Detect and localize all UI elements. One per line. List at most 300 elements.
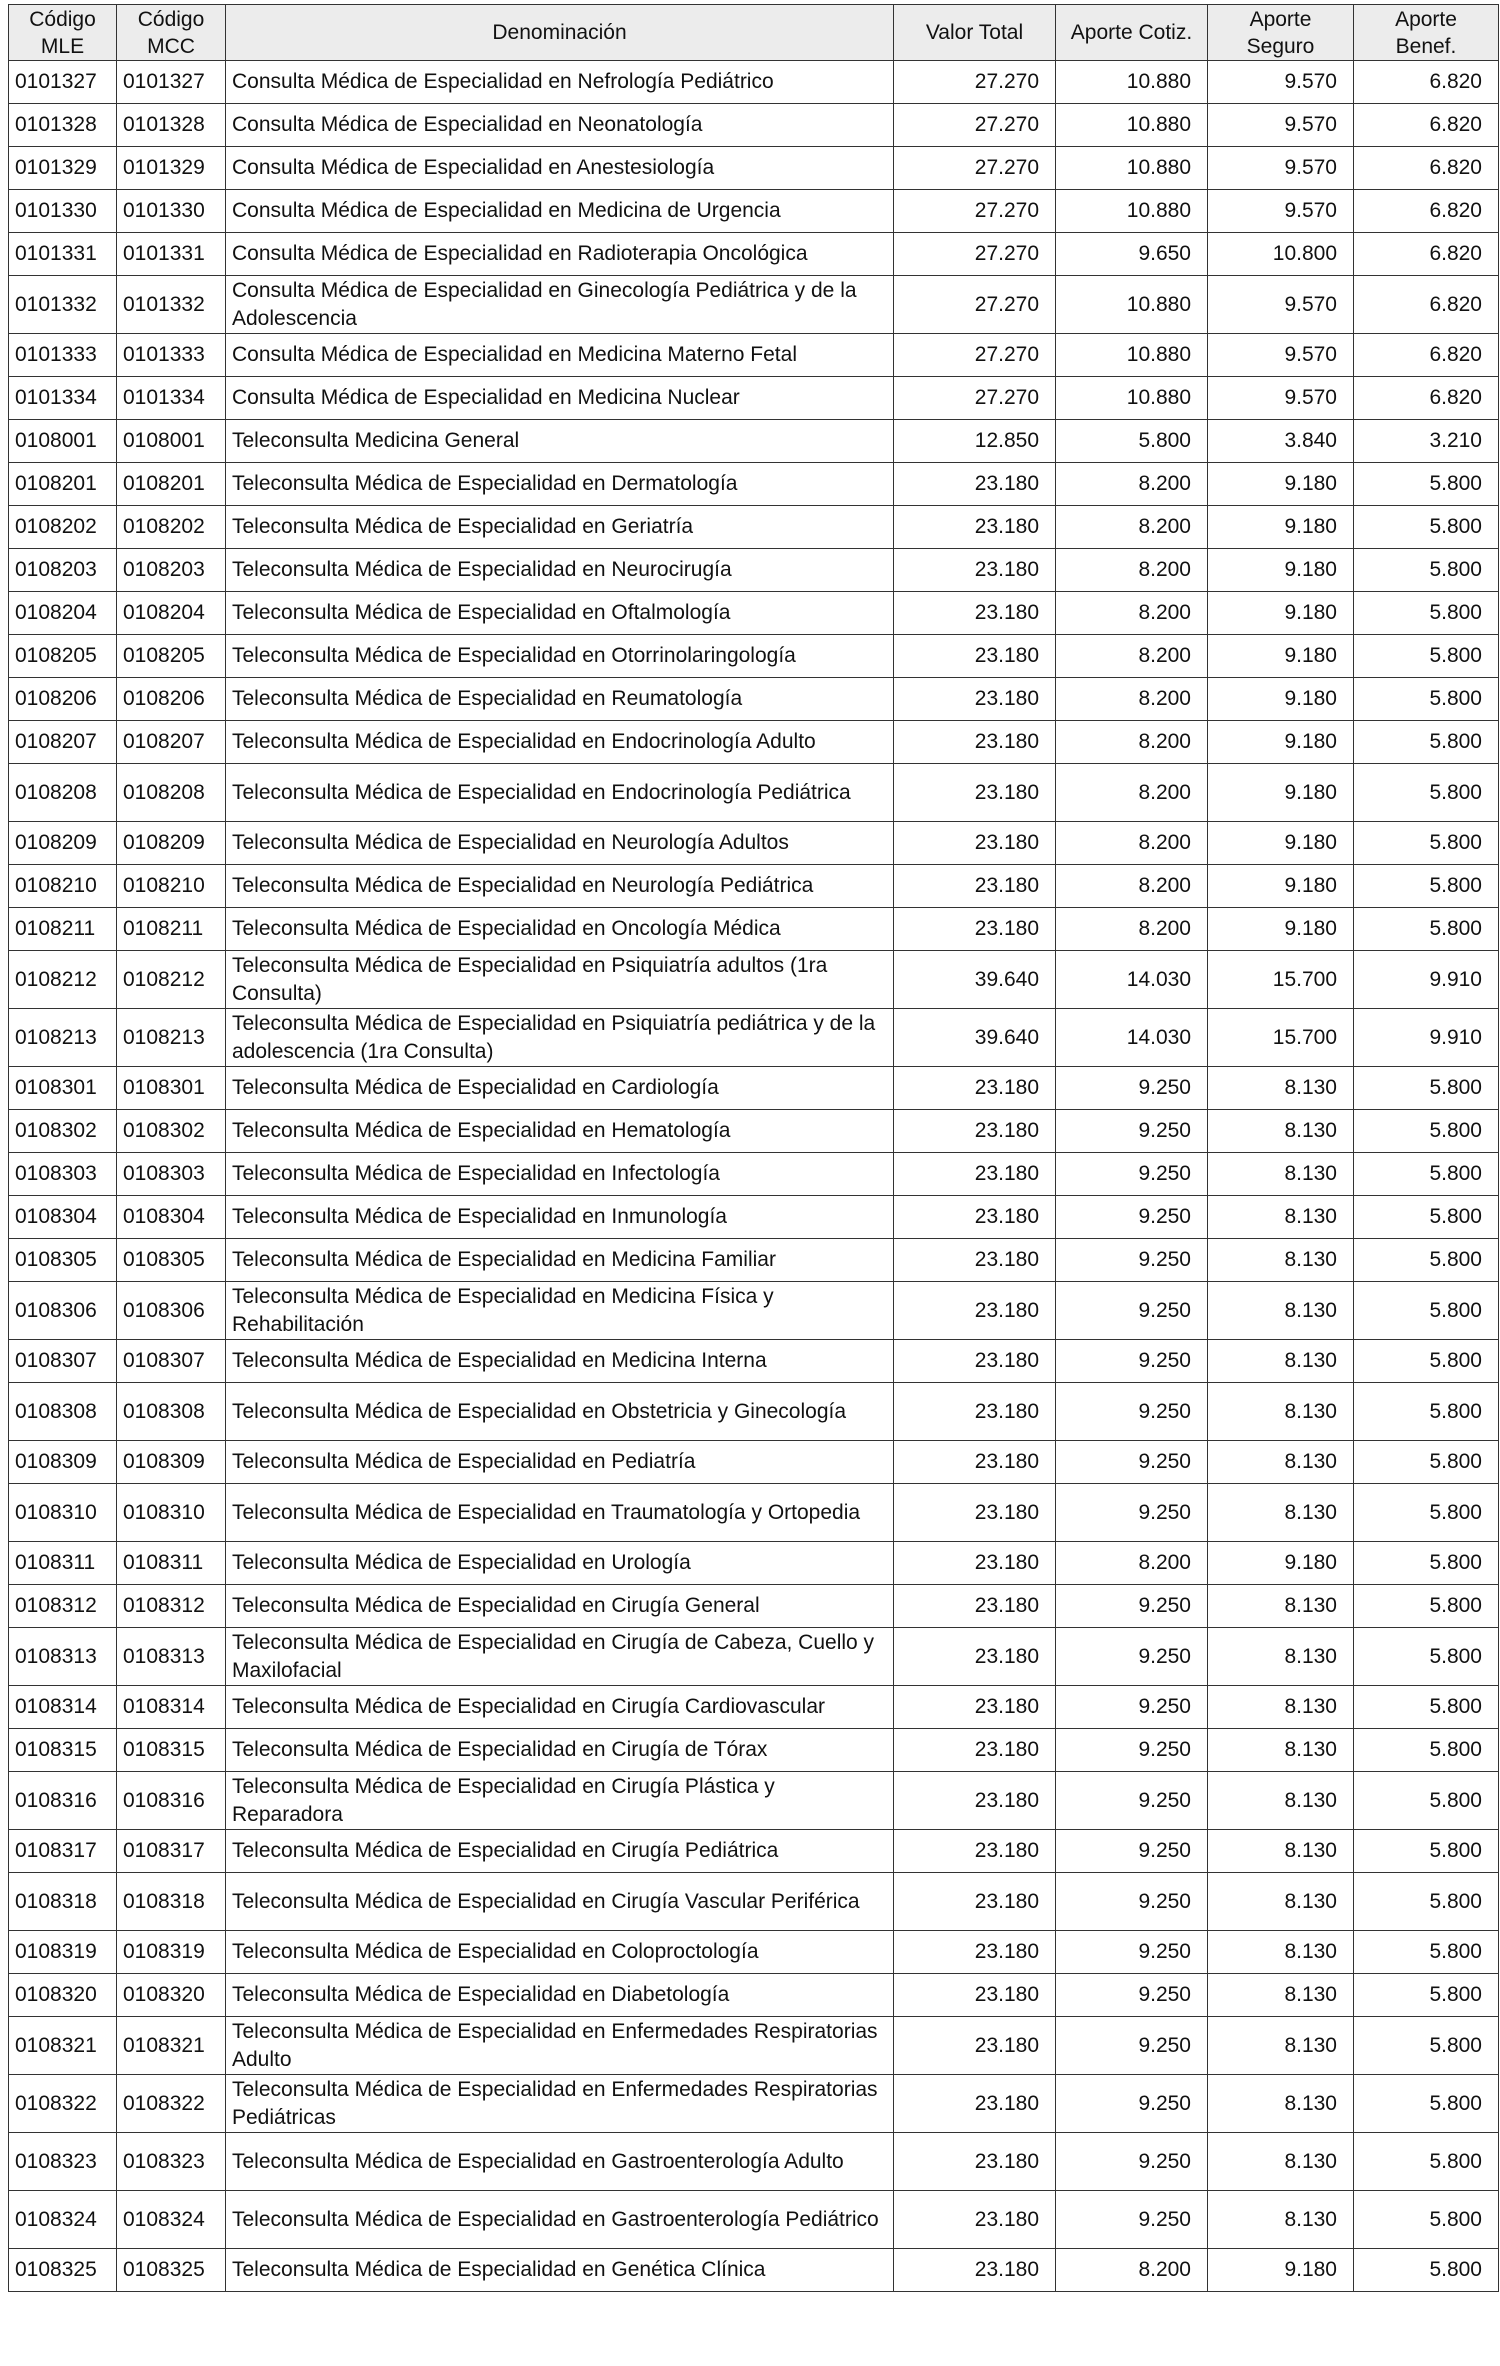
cell-codigo-mcc: 0108205 — [117, 635, 226, 678]
cell-aporte-seguro: 9.180 — [1208, 592, 1354, 635]
cell-valor-total: 23.180 — [894, 1628, 1056, 1686]
cell-denominacion: Teleconsulta Médica de Especialidad en Endocrinología Pediátrica — [226, 764, 894, 822]
cell-aporte-cotiz: 8.200 — [1056, 865, 1208, 908]
cell-codigo-mle: 0108305 — [9, 1239, 117, 1282]
table-row — [9, 1974, 1499, 2017]
cell-valor-total: 23.180 — [894, 1830, 1056, 1873]
cell-codigo-mcc: 0101331 — [117, 233, 226, 276]
cell-codigo-mcc: 0108201 — [117, 463, 226, 506]
cell-aporte-seguro: 8.130 — [1208, 1153, 1354, 1196]
cell-denominacion: Consulta Médica de Especialidad en Medicina Materno Fetal — [226, 334, 894, 377]
cell-aporte-cotiz: 9.250 — [1056, 2075, 1208, 2133]
cell-aporte-benef: 5.800 — [1354, 721, 1499, 764]
cell-aporte-seguro: 8.130 — [1208, 2017, 1354, 2075]
cell-codigo-mle: 0108201 — [9, 463, 117, 506]
cell-aporte-seguro: 9.180 — [1208, 764, 1354, 822]
cell-valor-total: 23.180 — [894, 2249, 1056, 2292]
cell-codigo-mle: 0108322 — [9, 2075, 117, 2133]
table-row — [9, 1484, 1499, 1542]
cell-codigo-mle: 0101328 — [9, 104, 117, 147]
table-row — [9, 420, 1499, 463]
cell-codigo-mle: 0108204 — [9, 592, 117, 635]
cell-denominacion: Teleconsulta Médica de Especialidad en Cirugía Cardiovascular — [226, 1686, 894, 1729]
cell-valor-total: 23.180 — [894, 1196, 1056, 1239]
table-row — [9, 1542, 1499, 1585]
cell-denominacion: Teleconsulta Médica de Especialidad en Cirugía de Cabeza, Cuello y Maxilofacial — [226, 1628, 894, 1686]
cell-aporte-benef: 5.800 — [1354, 1542, 1499, 1585]
cell-codigo-mcc: 0108208 — [117, 764, 226, 822]
cell-denominacion: Teleconsulta Médica de Especialidad en Traumatología y Ortopedia — [226, 1484, 894, 1542]
cell-codigo-mcc: 0108203 — [117, 549, 226, 592]
cell-denominacion: Consulta Médica de Especialidad en Anestesiología — [226, 147, 894, 190]
cell-aporte-cotiz: 14.030 — [1056, 1009, 1208, 1067]
cell-codigo-mcc: 0108307 — [117, 1340, 226, 1383]
cell-codigo-mle: 0101330 — [9, 190, 117, 233]
cell-aporte-benef: 5.800 — [1354, 2133, 1499, 2191]
header-row — [9, 5, 1499, 61]
cell-valor-total: 23.180 — [894, 463, 1056, 506]
cell-codigo-mle: 0101334 — [9, 377, 117, 420]
cell-aporte-cotiz: 8.200 — [1056, 764, 1208, 822]
cell-aporte-benef: 6.820 — [1354, 276, 1499, 334]
cell-valor-total: 23.180 — [894, 592, 1056, 635]
cell-codigo-mle: 0108324 — [9, 2191, 117, 2249]
table-row — [9, 2017, 1499, 2075]
table-row — [9, 1110, 1499, 1153]
table-row — [9, 147, 1499, 190]
cell-aporte-seguro: 8.130 — [1208, 1484, 1354, 1542]
table-row — [9, 1729, 1499, 1772]
cell-aporte-benef: 6.820 — [1354, 104, 1499, 147]
cell-aporte-seguro: 8.130 — [1208, 1239, 1354, 1282]
cell-codigo-mcc: 0108320 — [117, 1974, 226, 2017]
cell-codigo-mle: 0101332 — [9, 276, 117, 334]
cell-denominacion: Consulta Médica de Especialidad en Radioterapia Oncológica — [226, 233, 894, 276]
cell-codigo-mle: 0108318 — [9, 1873, 117, 1931]
cell-valor-total: 27.270 — [894, 61, 1056, 104]
table-row — [9, 951, 1499, 1009]
cell-aporte-cotiz: 9.250 — [1056, 1830, 1208, 1873]
cell-aporte-benef: 5.800 — [1354, 865, 1499, 908]
cell-aporte-seguro: 9.180 — [1208, 721, 1354, 764]
cell-denominacion: Teleconsulta Médica de Especialidad en Neurología Pediátrica — [226, 865, 894, 908]
cell-aporte-benef: 5.800 — [1354, 1830, 1499, 1873]
table-row — [9, 506, 1499, 549]
table-row — [9, 1196, 1499, 1239]
cell-denominacion: Teleconsulta Médica de Especialidad en Gastroenterología Adulto — [226, 2133, 894, 2191]
cell-denominacion: Teleconsulta Médica de Especialidad en Genética Clínica — [226, 2249, 894, 2292]
table-row — [9, 592, 1499, 635]
cell-aporte-cotiz: 10.880 — [1056, 276, 1208, 334]
cell-aporte-cotiz: 10.880 — [1056, 61, 1208, 104]
cell-valor-total: 39.640 — [894, 1009, 1056, 1067]
cell-codigo-mcc: 0108304 — [117, 1196, 226, 1239]
cell-valor-total: 27.270 — [894, 147, 1056, 190]
cell-aporte-benef: 5.800 — [1354, 592, 1499, 635]
cell-denominacion: Teleconsulta Médica de Especialidad en Cardiología — [226, 1067, 894, 1110]
cell-codigo-mle: 0108206 — [9, 678, 117, 721]
header-denominacion: Denominación — [226, 5, 894, 61]
cell-codigo-mcc: 0108305 — [117, 1239, 226, 1282]
cell-aporte-benef: 9.910 — [1354, 951, 1499, 1009]
cell-aporte-seguro: 8.130 — [1208, 1830, 1354, 1873]
cell-codigo-mcc: 0108001 — [117, 420, 226, 463]
cell-aporte-benef: 5.800 — [1354, 1196, 1499, 1239]
table-row — [9, 2191, 1499, 2249]
cell-denominacion: Teleconsulta Médica de Especialidad en Urología — [226, 1542, 894, 1585]
cell-denominacion: Teleconsulta Médica de Especialidad en Otorrinolaringología — [226, 635, 894, 678]
cell-aporte-cotiz: 8.200 — [1056, 592, 1208, 635]
cell-aporte-benef: 5.800 — [1354, 678, 1499, 721]
cell-aporte-seguro: 8.130 — [1208, 1628, 1354, 1686]
cell-codigo-mcc: 0108301 — [117, 1067, 226, 1110]
cell-aporte-cotiz: 10.880 — [1056, 147, 1208, 190]
cell-codigo-mle: 0108309 — [9, 1441, 117, 1484]
table-row — [9, 1340, 1499, 1383]
cell-valor-total: 23.180 — [894, 1542, 1056, 1585]
cell-aporte-cotiz: 8.200 — [1056, 506, 1208, 549]
cell-codigo-mle: 0108001 — [9, 420, 117, 463]
cell-codigo-mle: 0108316 — [9, 1772, 117, 1830]
cell-codigo-mcc: 0101328 — [117, 104, 226, 147]
header-codigo-mle: Código MLE — [9, 5, 117, 61]
header-aporte-benef: Aporte Benef. — [1354, 5, 1499, 61]
cell-denominacion: Consulta Médica de Especialidad en Neonatología — [226, 104, 894, 147]
cell-denominacion: Teleconsulta Médica de Especialidad en Hematología — [226, 1110, 894, 1153]
cell-denominacion: Teleconsulta Médica de Especialidad en Cirugía de Tórax — [226, 1729, 894, 1772]
cell-aporte-cotiz: 10.880 — [1056, 377, 1208, 420]
table-row — [9, 1441, 1499, 1484]
cell-codigo-mle: 0108315 — [9, 1729, 117, 1772]
cell-codigo-mle: 0108312 — [9, 1585, 117, 1628]
cell-codigo-mcc: 0108319 — [117, 1931, 226, 1974]
cell-aporte-cotiz: 9.250 — [1056, 1340, 1208, 1383]
cell-codigo-mcc: 0108212 — [117, 951, 226, 1009]
cell-denominacion: Teleconsulta Médica de Especialidad en Enfermedades Respiratorias Pediátricas — [226, 2075, 894, 2133]
cell-aporte-cotiz: 9.250 — [1056, 1585, 1208, 1628]
cell-aporte-benef: 5.800 — [1354, 463, 1499, 506]
cell-aporte-benef: 5.800 — [1354, 549, 1499, 592]
cell-codigo-mcc: 0108306 — [117, 1282, 226, 1340]
table-row — [9, 377, 1499, 420]
cell-aporte-benef: 5.800 — [1354, 2191, 1499, 2249]
cell-denominacion: Teleconsulta Médica de Especialidad en Cirugía Vascular Periférica — [226, 1873, 894, 1931]
cell-codigo-mcc: 0108207 — [117, 721, 226, 764]
cell-denominacion: Consulta Médica de Especialidad en Ginecología Pediátrica y de la Adolescencia — [226, 276, 894, 334]
table-row — [9, 549, 1499, 592]
cell-denominacion: Teleconsulta Médica de Especialidad en Diabetología — [226, 1974, 894, 2017]
table-row — [9, 1585, 1499, 1628]
cell-denominacion: Teleconsulta Médica de Especialidad en Reumatología — [226, 678, 894, 721]
cell-aporte-cotiz: 9.250 — [1056, 1729, 1208, 1772]
cell-codigo-mcc: 0108314 — [117, 1686, 226, 1729]
table-row — [9, 334, 1499, 377]
cell-valor-total: 23.180 — [894, 865, 1056, 908]
cell-aporte-cotiz: 9.250 — [1056, 1772, 1208, 1830]
cell-aporte-cotiz: 8.200 — [1056, 678, 1208, 721]
cell-aporte-seguro: 9.180 — [1208, 506, 1354, 549]
cell-valor-total: 23.180 — [894, 549, 1056, 592]
cell-codigo-mle: 0108321 — [9, 2017, 117, 2075]
cell-valor-total: 23.180 — [894, 1441, 1056, 1484]
cell-codigo-mle: 0108325 — [9, 2249, 117, 2292]
cell-codigo-mcc: 0108312 — [117, 1585, 226, 1628]
table-row — [9, 1153, 1499, 1196]
cell-valor-total: 39.640 — [894, 951, 1056, 1009]
cell-codigo-mle: 0108311 — [9, 1542, 117, 1585]
cell-aporte-benef: 3.210 — [1354, 420, 1499, 463]
cell-aporte-benef: 5.800 — [1354, 1772, 1499, 1830]
cell-aporte-cotiz: 9.650 — [1056, 233, 1208, 276]
table-row — [9, 1239, 1499, 1282]
table-row — [9, 190, 1499, 233]
cell-aporte-seguro: 9.570 — [1208, 276, 1354, 334]
table-row — [9, 104, 1499, 147]
cell-codigo-mcc: 0108315 — [117, 1729, 226, 1772]
cell-codigo-mcc: 0108318 — [117, 1873, 226, 1931]
cell-codigo-mle: 0108303 — [9, 1153, 117, 1196]
header-aporte-cotiz: Aporte Cotiz. — [1056, 5, 1208, 61]
cell-aporte-benef: 5.800 — [1354, 764, 1499, 822]
cell-aporte-benef: 5.800 — [1354, 1153, 1499, 1196]
cell-aporte-cotiz: 10.880 — [1056, 190, 1208, 233]
cell-codigo-mcc: 0108323 — [117, 2133, 226, 2191]
cell-codigo-mcc: 0108303 — [117, 1153, 226, 1196]
cell-aporte-seguro: 9.180 — [1208, 549, 1354, 592]
cell-aporte-seguro: 9.570 — [1208, 190, 1354, 233]
cell-denominacion: Teleconsulta Médica de Especialidad en Inmunología — [226, 1196, 894, 1239]
cell-aporte-seguro: 9.570 — [1208, 334, 1354, 377]
cell-aporte-seguro: 9.180 — [1208, 463, 1354, 506]
cell-valor-total: 23.180 — [894, 2075, 1056, 2133]
cell-denominacion: Consulta Médica de Especialidad en Medicina de Urgencia — [226, 190, 894, 233]
cell-codigo-mcc: 0108211 — [117, 908, 226, 951]
cell-aporte-seguro: 9.180 — [1208, 678, 1354, 721]
cell-codigo-mcc: 0108313 — [117, 1628, 226, 1686]
table-row — [9, 1873, 1499, 1931]
cell-aporte-benef: 6.820 — [1354, 233, 1499, 276]
cell-aporte-cotiz: 8.200 — [1056, 721, 1208, 764]
cell-aporte-benef: 5.800 — [1354, 822, 1499, 865]
cell-codigo-mcc: 0108311 — [117, 1542, 226, 1585]
cell-aporte-benef: 5.800 — [1354, 1873, 1499, 1931]
cell-aporte-seguro: 8.130 — [1208, 1686, 1354, 1729]
cell-aporte-benef: 5.800 — [1354, 1282, 1499, 1340]
cell-denominacion: Teleconsulta Médica de Especialidad en Endocrinología Adulto — [226, 721, 894, 764]
header-codigo-mcc: Código MCC — [117, 5, 226, 61]
cell-aporte-benef: 6.820 — [1354, 334, 1499, 377]
table-row — [9, 61, 1499, 104]
cell-aporte-cotiz: 8.200 — [1056, 822, 1208, 865]
cell-valor-total: 23.180 — [894, 1282, 1056, 1340]
cell-denominacion: Teleconsulta Médica de Especialidad en Psiquiatría adultos (1ra Consulta) — [226, 951, 894, 1009]
cell-aporte-seguro: 8.130 — [1208, 1772, 1354, 1830]
cell-aporte-benef: 9.910 — [1354, 1009, 1499, 1067]
cell-aporte-benef: 5.800 — [1354, 1628, 1499, 1686]
cell-aporte-benef: 5.800 — [1354, 1340, 1499, 1383]
table-row — [9, 678, 1499, 721]
table-row — [9, 635, 1499, 678]
cell-aporte-cotiz: 9.250 — [1056, 2133, 1208, 2191]
cell-aporte-benef: 5.800 — [1354, 1729, 1499, 1772]
cell-valor-total: 23.180 — [894, 1729, 1056, 1772]
table-row — [9, 276, 1499, 334]
cell-valor-total: 27.270 — [894, 233, 1056, 276]
cell-aporte-seguro: 9.570 — [1208, 147, 1354, 190]
cell-denominacion: Consulta Médica de Especialidad en Medicina Nuclear — [226, 377, 894, 420]
table-row — [9, 2133, 1499, 2191]
cell-valor-total: 23.180 — [894, 1686, 1056, 1729]
cell-aporte-benef: 5.800 — [1354, 1383, 1499, 1441]
cell-codigo-mcc: 0101327 — [117, 61, 226, 104]
table-row — [9, 1628, 1499, 1686]
cell-valor-total: 23.180 — [894, 764, 1056, 822]
cell-aporte-benef: 5.800 — [1354, 1239, 1499, 1282]
cell-denominacion: Teleconsulta Médica de Especialidad en Obstetricia y Ginecología — [226, 1383, 894, 1441]
cell-aporte-benef: 5.800 — [1354, 1931, 1499, 1974]
cell-aporte-seguro: 9.570 — [1208, 104, 1354, 147]
cell-aporte-seguro: 9.180 — [1208, 865, 1354, 908]
cell-valor-total: 27.270 — [894, 334, 1056, 377]
cell-valor-total: 23.180 — [894, 635, 1056, 678]
cell-codigo-mle: 0108209 — [9, 822, 117, 865]
cell-codigo-mle: 0108304 — [9, 1196, 117, 1239]
cell-aporte-seguro: 9.180 — [1208, 1542, 1354, 1585]
cell-valor-total: 23.180 — [894, 908, 1056, 951]
cell-aporte-benef: 6.820 — [1354, 190, 1499, 233]
table-row — [9, 764, 1499, 822]
header-aporte-seguro: Aporte Seguro — [1208, 5, 1354, 61]
cell-codigo-mcc: 0101329 — [117, 147, 226, 190]
cell-codigo-mle: 0108320 — [9, 1974, 117, 2017]
cell-codigo-mcc: 0101333 — [117, 334, 226, 377]
cell-aporte-seguro: 8.130 — [1208, 1585, 1354, 1628]
cell-codigo-mle: 0108307 — [9, 1340, 117, 1383]
cell-codigo-mle: 0101333 — [9, 334, 117, 377]
cell-aporte-cotiz: 9.250 — [1056, 1196, 1208, 1239]
table-row — [9, 1009, 1499, 1067]
cell-valor-total: 23.180 — [894, 1239, 1056, 1282]
cell-aporte-cotiz: 8.200 — [1056, 1542, 1208, 1585]
cell-aporte-benef: 5.800 — [1354, 506, 1499, 549]
cell-codigo-mcc: 0101330 — [117, 190, 226, 233]
cell-codigo-mle: 0108308 — [9, 1383, 117, 1441]
tariff-table — [8, 4, 1499, 2292]
cell-valor-total: 23.180 — [894, 1873, 1056, 1931]
cell-valor-total: 23.180 — [894, 2017, 1056, 2075]
cell-aporte-seguro: 8.130 — [1208, 1383, 1354, 1441]
cell-aporte-seguro: 8.130 — [1208, 1067, 1354, 1110]
cell-codigo-mle: 0108310 — [9, 1484, 117, 1542]
cell-aporte-cotiz: 9.250 — [1056, 2017, 1208, 2075]
cell-codigo-mle: 0101327 — [9, 61, 117, 104]
cell-aporte-cotiz: 9.250 — [1056, 1067, 1208, 1110]
table-row — [9, 1686, 1499, 1729]
cell-aporte-cotiz: 9.250 — [1056, 1873, 1208, 1931]
cell-aporte-seguro: 8.130 — [1208, 2191, 1354, 2249]
cell-aporte-cotiz: 9.250 — [1056, 1931, 1208, 1974]
cell-denominacion: Teleconsulta Médica de Especialidad en Dermatología — [226, 463, 894, 506]
cell-codigo-mcc: 0101332 — [117, 276, 226, 334]
cell-codigo-mle: 0108208 — [9, 764, 117, 822]
cell-aporte-cotiz: 9.250 — [1056, 2191, 1208, 2249]
cell-codigo-mle: 0108212 — [9, 951, 117, 1009]
cell-codigo-mle: 0108323 — [9, 2133, 117, 2191]
cell-valor-total: 23.180 — [894, 1340, 1056, 1383]
cell-codigo-mcc: 0108310 — [117, 1484, 226, 1542]
cell-aporte-seguro: 8.130 — [1208, 1340, 1354, 1383]
cell-codigo-mle: 0108203 — [9, 549, 117, 592]
cell-codigo-mle: 0108202 — [9, 506, 117, 549]
cell-aporte-seguro: 8.130 — [1208, 1282, 1354, 1340]
cell-aporte-seguro: 3.840 — [1208, 420, 1354, 463]
cell-valor-total: 23.180 — [894, 1110, 1056, 1153]
cell-codigo-mcc: 0108210 — [117, 865, 226, 908]
cell-denominacion: Teleconsulta Médica de Especialidad en Infectología — [226, 1153, 894, 1196]
cell-aporte-cotiz: 8.200 — [1056, 635, 1208, 678]
cell-aporte-seguro: 8.130 — [1208, 1110, 1354, 1153]
cell-codigo-mcc: 0108325 — [117, 2249, 226, 2292]
cell-aporte-seguro: 8.130 — [1208, 2133, 1354, 2191]
cell-valor-total: 23.180 — [894, 1931, 1056, 1974]
cell-codigo-mle: 0108319 — [9, 1931, 117, 1974]
cell-aporte-seguro: 8.130 — [1208, 1729, 1354, 1772]
cell-aporte-seguro: 10.800 — [1208, 233, 1354, 276]
cell-aporte-seguro: 15.700 — [1208, 951, 1354, 1009]
cell-aporte-benef: 5.800 — [1354, 1110, 1499, 1153]
cell-denominacion: Teleconsulta Médica de Especialidad en Neurología Adultos — [226, 822, 894, 865]
table-row — [9, 822, 1499, 865]
cell-aporte-benef: 5.800 — [1354, 1067, 1499, 1110]
cell-aporte-cotiz: 9.250 — [1056, 1383, 1208, 1441]
cell-denominacion: Teleconsulta Médica de Especialidad en Medicina Interna — [226, 1340, 894, 1383]
cell-codigo-mle: 0108205 — [9, 635, 117, 678]
cell-valor-total: 23.180 — [894, 1772, 1056, 1830]
cell-aporte-cotiz: 10.880 — [1056, 334, 1208, 377]
cell-codigo-mcc: 0108202 — [117, 506, 226, 549]
cell-denominacion: Consulta Médica de Especialidad en Nefrología Pediátrico — [226, 61, 894, 104]
cell-codigo-mle: 0108306 — [9, 1282, 117, 1340]
cell-codigo-mle: 0101331 — [9, 233, 117, 276]
table-row — [9, 2075, 1499, 2133]
tariff-table-sheet — [8, 4, 1498, 2292]
cell-valor-total: 23.180 — [894, 2191, 1056, 2249]
table-row — [9, 2249, 1499, 2292]
cell-valor-total: 27.270 — [894, 104, 1056, 147]
table-row — [9, 1830, 1499, 1873]
cell-aporte-benef: 5.800 — [1354, 1585, 1499, 1628]
cell-codigo-mcc: 0108322 — [117, 2075, 226, 2133]
cell-codigo-mcc: 0108309 — [117, 1441, 226, 1484]
table-row — [9, 1282, 1499, 1340]
cell-aporte-seguro: 8.130 — [1208, 1441, 1354, 1484]
cell-codigo-mcc: 0108302 — [117, 1110, 226, 1153]
cell-codigo-mle: 0101329 — [9, 147, 117, 190]
header-valor-total: Valor Total — [894, 5, 1056, 61]
table-row — [9, 908, 1499, 951]
cell-valor-total: 23.180 — [894, 2133, 1056, 2191]
cell-aporte-cotiz: 9.250 — [1056, 1686, 1208, 1729]
cell-aporte-benef: 6.820 — [1354, 147, 1499, 190]
cell-codigo-mle: 0108207 — [9, 721, 117, 764]
cell-codigo-mcc: 0108316 — [117, 1772, 226, 1830]
cell-valor-total: 27.270 — [894, 377, 1056, 420]
cell-valor-total: 23.180 — [894, 1974, 1056, 2017]
cell-denominacion: Teleconsulta Médica de Especialidad en Oncología Médica — [226, 908, 894, 951]
cell-denominacion: Teleconsulta Médica de Especialidad en Cirugía Plástica y Reparadora — [226, 1772, 894, 1830]
cell-aporte-cotiz: 10.880 — [1056, 104, 1208, 147]
cell-codigo-mcc: 0108209 — [117, 822, 226, 865]
